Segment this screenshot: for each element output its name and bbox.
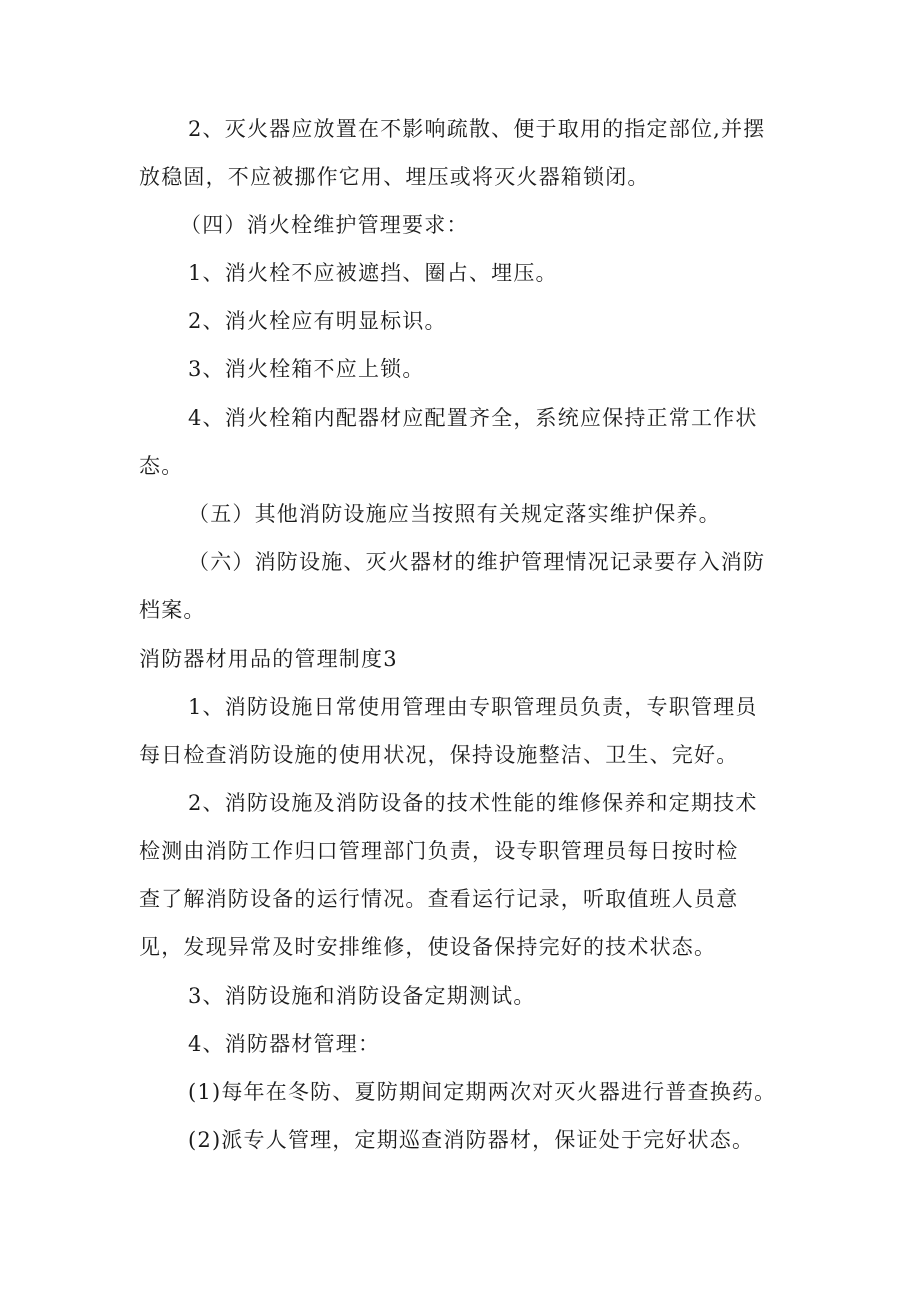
text-line: 查了解消防设备的运行情况。查看运行记录，听取值班人员意: [139, 887, 739, 911]
text-line: 1、消火栓不应被遮挡、圈占、埋压。: [188, 261, 558, 285]
text-line: 3、消防设施和消防设备定期测试。: [188, 984, 536, 1008]
list-item: (1)每年在冬防、夏防期间定期两次对灭火器进行普查换药。: [188, 1080, 777, 1104]
text-line: 见，发现异常及时安排维修，使设备保持完好的技术状态。: [139, 935, 717, 959]
text-line: 每日检查消防设施的使用状况，保持设施整洁、卫生、完好。: [139, 743, 739, 767]
section-heading: （六）消防设施、灭火器材的维护管理情况记录要存入消防: [188, 550, 766, 574]
text-line: 2、消防设施及消防设备的技术性能的维修保养和定期技术: [188, 791, 758, 815]
text-line: 2、消火栓应有明显标识。: [188, 309, 447, 333]
text-line: 档案。: [139, 598, 206, 622]
list-item: (2)派专人管理，定期巡查消防器材，保证处于完好状态。: [188, 1128, 755, 1152]
section-heading: （四）消火栓维护管理要求：: [180, 213, 469, 237]
text-line: 3、消火栓箱不应上锁。: [188, 357, 425, 381]
document-title: 消防器材用品的管理制度3: [139, 647, 398, 671]
text-line: 检测由消防工作归口管理部门负责，设专职管理员每日按时检: [139, 839, 739, 863]
section-heading: （五）其他消防设施应当按照有关规定落实维护保养。: [188, 502, 721, 526]
text-line: 4、消火栓箱内配器材应配置齐全，系统应保持正常工作状: [188, 406, 758, 430]
text-line: 放稳固，不应被挪作它用、埋压或将灭火器箱锁闭。: [139, 165, 650, 189]
text-line: 1、消防设施日常使用管理由专职管理员负责，专职管理员: [188, 695, 758, 719]
text-line: 2、灭火器应放置在不影响疏散、便于取用的指定部位,并摆: [188, 117, 766, 141]
text-line: 4、消防器材管理：: [188, 1032, 381, 1056]
text-line: 态。: [139, 454, 184, 478]
